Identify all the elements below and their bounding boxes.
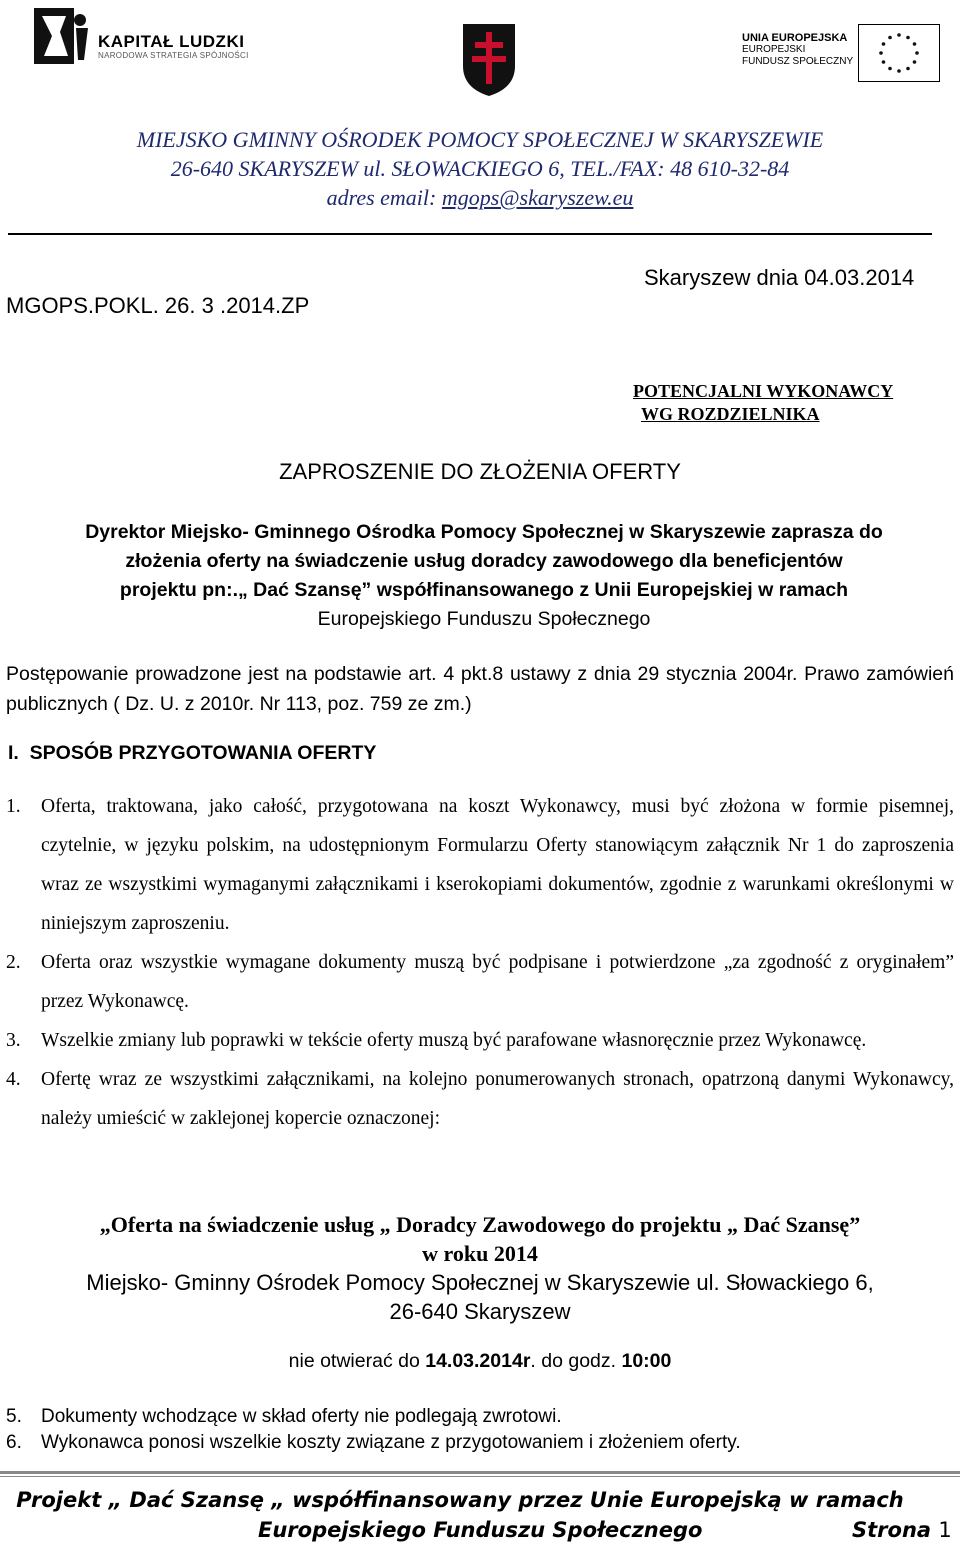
envelope-year: w roku 2014 [422, 1241, 538, 1266]
legal-basis: Postępowanie prowadzone jest na podstawie art. 4 pkt.8 ustawy z dnia 29 stycznia 2004r. Prawo zamówień publicznych ( Dz. U. z 2010r. Nr 113, poz. 759 ze zm.) [6, 663, 954, 715]
recipients-line1: POTENCJALNI WYKONAWCY [633, 381, 894, 401]
footer-divider [0, 1471, 960, 1474]
kapital-ludzki-title: KAPITAŁ LUDZKI [98, 32, 245, 51]
envelope-label [0, 1210, 960, 1326]
intro-line: projektu pn:.„ Dać Szansę” współfinansowanego z Unii Europejskiej w ramach [119, 579, 849, 601]
eu-flag-icon [858, 24, 940, 82]
page-label: Strona [852, 1518, 939, 1542]
eu-label-line1: UNIA EUROPEJSKA [742, 32, 848, 44]
kapital-ludzki-logo [32, 6, 262, 72]
eu-label-line3: FUNDUSZ SPOŁECZNY [742, 56, 854, 67]
deadline [0, 1350, 960, 1373]
page-number [852, 1515, 952, 1545]
list-item-text: Oferta, traktowana, jako całość, przygotowana na koszt Wykonawcy, musi być złożona w formie pisemnej, czytelnie, w języku polskim, na udostępnionym Formularzu Oferty stanowiącym załącznik Nr 1 do zaproszenia wraz ze wszystkimi wymaganymi załącznikami i kserokopiami dokumentów, zgodnie z warunkami określonymi w niniejszym zaproszeniu. [41, 796, 954, 934]
page-footer [0, 1485, 960, 1545]
envelope-city: 26-640 Skaryszew [389, 1299, 571, 1324]
intro-line: złożenia oferty na świadczenie usług doradcy zawodowego dla beneficjentów [125, 550, 843, 572]
additional-list [6, 1404, 954, 1456]
footer-fund: Europejskiego Funduszu Społecznego [258, 1518, 703, 1542]
deadline-time: 10:00 [621, 1350, 672, 1372]
skaryszew-crest-icon [461, 22, 517, 98]
kapital-ludzki-subtitle: NARODOWA STRATEGIA SPÓJNOŚCI [98, 51, 249, 60]
footer-divider-thin [0, 1476, 960, 1477]
org-email-line [0, 183, 960, 212]
deadline-prefix: nie otwierać do [288, 1350, 426, 1372]
deadline-date: 14.03.2014r [425, 1350, 531, 1372]
header-divider [8, 233, 932, 235]
list-item-number: 3. [6, 1030, 21, 1051]
reference-number: MGOPS.POKL. 26. 3 .2014.ZP [6, 293, 310, 318]
list-item-text: Ofertę wraz ze wszystkimi załącznikami, na kolejno ponumerowanych stronach, opatrzoną danymi Wykonawcy, należy umieścić w zaklejonej kopercie oznaczonej: [41, 1069, 954, 1129]
intro-paragraph [14, 518, 954, 634]
list-item-text: Oferta oraz wszystkie wymagane dokumenty muszą być podpisane i potwierdzone „za zgodność z oryginałem” przez Wykonawcę. [41, 952, 954, 1012]
list-item-text: Dokumenty wchodzące w skład oferty nie podlegają zwrotowi. [41, 1406, 562, 1427]
list-item-number: 5. [6, 1406, 22, 1427]
eu-label-line2: EUROPEJSKI [742, 44, 806, 55]
preparation-list [6, 787, 954, 1138]
recipients-line2: WG ROZDZIELNIKA [641, 404, 820, 424]
email-link[interactable]: mgops@skaryszew.eu [441, 185, 634, 210]
document-title: ZAPROSZENIE DO ZŁOŻENIA OFERTY [279, 459, 681, 484]
list-item-number: 2. [6, 952, 21, 973]
recipients [633, 380, 893, 426]
deadline-middle: . do godz. [530, 1350, 622, 1372]
list-item-number: 1. [6, 796, 21, 817]
org-address: 26-640 SKARYSZEW ul. SŁOWACKIEGO 6, TEL./FAX: 48 610-32-84 [170, 156, 790, 181]
section-title: I. SPOSÓB PRZYGOTOWANIA OFERTY [8, 742, 377, 764]
list-item [6, 943, 954, 1021]
list-item-text: Wszelkie zmiany lub poprawki w tekście oferty muszą być parafowane własnoręcznie przez Wykonawcę. [41, 1030, 867, 1051]
footer-project: Projekt „ Dać Szansę „ współfinansowany przez Unie Europejską w ramach [16, 1488, 904, 1512]
page-number-value: 1 [938, 1518, 952, 1542]
email-label: adres email: [326, 185, 442, 210]
document-date: Skaryszew dnia 04.03.2014 [644, 265, 915, 290]
list-item-text: Wykonawca ponosi wszelkie koszty związane z przygotowaniem i złożeniem oferty. [41, 1432, 741, 1453]
intro-line: Dyrektor Miejsko- Gminnego Ośrodka Pomocy Społecznej w Skaryszewie zaprasza do [85, 521, 883, 543]
list-item-number: 6. [6, 1432, 22, 1453]
kapital-ludzki-emblem-icon [32, 6, 96, 72]
envelope-address: Miejsko- Gminny Ośrodek Pomocy Społecznej w Skaryszewie ul. Słowackiego 6, [86, 1270, 874, 1295]
list-item [6, 787, 954, 943]
org-name: MIEJSKO GMINNY OŚRODEK POMOCY SPOŁECZNEJ W SKARYSZEWIE [136, 127, 824, 152]
list-item [6, 1430, 954, 1456]
intro-line: Europejskiego Funduszu Społecznego [317, 608, 651, 630]
list-item [6, 1021, 954, 1060]
eu-fund-label [742, 32, 854, 68]
list-item-number: 4. [6, 1069, 21, 1090]
list-item [6, 1060, 954, 1138]
envelope-title: „Oferta na świadczenie usług „ Doradcy Zawodowego do projektu „ Dać Szansę” [99, 1212, 861, 1237]
footer-line2 [0, 1515, 960, 1545]
list-item [6, 1404, 954, 1430]
